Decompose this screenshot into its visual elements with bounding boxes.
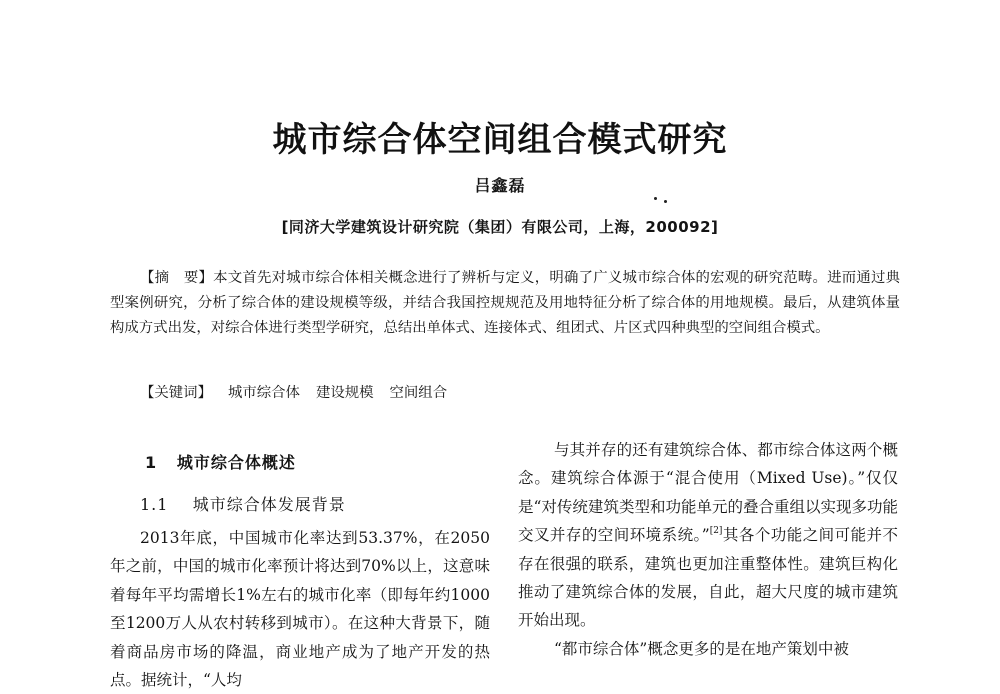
right-column [518,436,898,663]
author-affiliation: [同济大学建筑设计研究院（集团）有限公司，上海，200092] [281,218,719,236]
subsection-number: 1.1 [140,495,169,514]
keyword-item: 空间组合 [389,385,448,401]
keywords [140,381,447,406]
abstract [110,266,900,341]
abstract-text: 本文首先对城市综合体相关概念进行了辨析与定义，明确了广义城市综合体的宏观的研究范畴。进而通过典型案例研究，分析了综合体的建设规模等级，并结合我国控规规范及用地特征分析了综合体的用地规模。最后，从建筑体量构成方式出发，对综合体进行类型学研究，总结出单体式、连接体式、组团式、片区式四种典型的空间组合模式。 [110,270,900,336]
subsection-heading [140,492,346,515]
section-number: 1 [145,453,158,472]
keyword-item: 建设规模 [315,385,374,401]
body-paragraph: “都市综合体”概念更多的是在地产策划中被 [554,639,849,658]
scan-speck [654,197,657,200]
author-name: 吕鑫磊 [474,176,526,195]
section-heading [145,450,296,473]
paragraph-text: 其各个功能之间可能并不存在很强的联系，建筑也更加注重整体性。建筑巨构化推动了建筑综合体的发展，自此，超大尺度的城市建筑开始出现。 [518,526,898,630]
abstract-label: 【摘 要】 [140,270,214,286]
keywords-label: 【关键词】 [140,385,212,401]
citation-marker: [2] [709,526,723,537]
left-column [110,524,490,694]
scan-speck [664,200,667,203]
paragraph-text: 与其并存的还有建筑综合体、都市综合体这两个概念。建筑综合体源于“混合使用（Mixed Use)。”仅仅是“对传统建筑类型和功能单元的叠合重组以实现多功能交叉并存的空间环境系统。” [518,441,898,545]
body-paragraph [518,436,898,635]
subsection-title: 城市综合体发展背景 [192,495,346,514]
keyword-item: 城市综合体 [227,385,300,401]
section-title: 城市综合体概述 [176,453,296,472]
paper-title: 城市综合体空间组合模式研究 [272,120,728,160]
body-paragraph: 2013年底，中国城市化率达到53.37%，在2050年之前，中国的城市化率预计将达到70%以上，这意味着每年平均需增长1%左右的城市化率（即每年约1000至1200万人从农村转移到城市）。在这种大背景下，随着商品房市场的降温，商业地产成为了地产开发的热点。据统计，“人均 [110,529,490,690]
